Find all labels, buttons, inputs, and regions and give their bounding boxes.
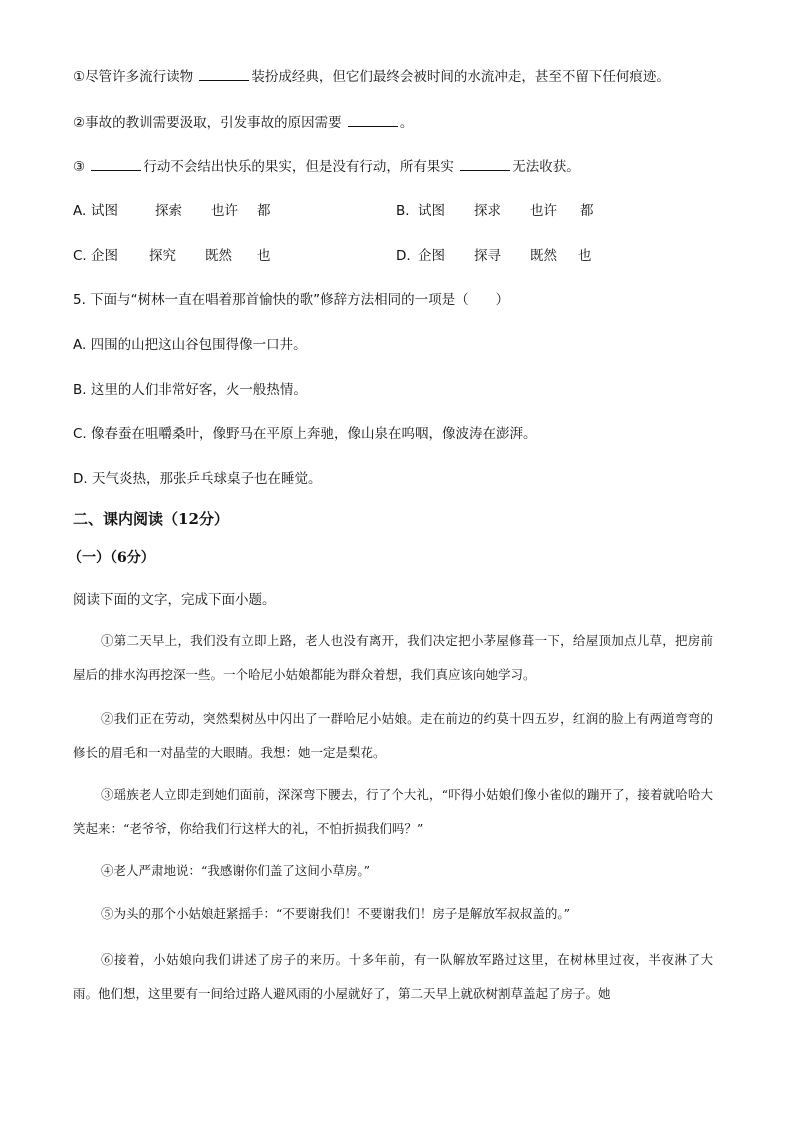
option-word-2: 探寻 [474, 248, 501, 264]
option-d[interactable] [396, 246, 592, 266]
answer-blank-2[interactable] [348, 112, 398, 127]
option-c[interactable] [73, 246, 271, 266]
option-letter: B. [396, 203, 410, 219]
passage-paragraph-3: ③瑶族老人立即走到她们面前，深深弯下腰去，行了个大礼，“吓得小姑娘们像小雀似的蹦开了，接着就哈哈大笑起来：“老爷爷，你给我们行这样大的礼，不怕折损我们吗？” [73, 787, 713, 836]
question-5-stem: 5. 下面与“树林一直在唱着那首愉快的歌”修辞方法相同的一项是（ ） [73, 292, 510, 308]
option-word-2: 探究 [149, 248, 176, 264]
sentence-1-part-a: ①尽管许多流行读物 [73, 69, 194, 85]
option-word-2: 探求 [474, 203, 501, 219]
option-word-3: 也许 [211, 203, 238, 219]
q5-option-c[interactable]: C. 像春蚕在咀嚼桑叶，像野马在平原上奔驰，像山泉在呜咽，像波涛在澎湃。 [73, 426, 537, 442]
blank-sentence-1 [73, 66, 670, 87]
passage-paragraph-2: ②我们正在劳动，突然梨树丛中闪出了一群哈尼小姑娘。走在前边的约莫十四五岁，红润的脸上有两道弯弯的修长的眉毛和一对晶莹的大眼睛。我想：她一定是梨花。 [73, 711, 713, 760]
passage-paragraph-6: ⑥接着，小姑娘向我们讲述了房子的来历。十多年前，有一队解放军路过这里，在树林里过夜，半夜淋了大雨。他们想，这里要有一间给过路人避风雨的小屋就好了，第二天早上就砍树割草盖起了房子。她 [73, 952, 713, 1001]
option-word-1: 试图 [91, 203, 118, 219]
subsection-heading: （一）（6分） [68, 550, 155, 566]
option-word-1: 企图 [91, 248, 118, 264]
answer-blank-3[interactable] [91, 156, 141, 171]
option-word-4: 也 [257, 248, 271, 264]
sentence-3-part-c: 无法收获。 [512, 159, 580, 175]
option-letter: C. [73, 248, 87, 264]
option-word-4: 也 [578, 248, 592, 264]
blank-sentence-3 [73, 156, 580, 177]
option-letter: A. [73, 203, 87, 219]
option-word-1: 试图 [418, 203, 445, 219]
q5-option-a[interactable]: A. 四围的山把这山谷包围得像一口井。 [73, 337, 307, 353]
sentence-2-part-b: 。 [399, 115, 414, 131]
sentence-3-part-b: 行动不会结出快乐的果实，但是没有行动，所有果实 [143, 159, 454, 175]
passage-paragraph-4: ④老人严肃地说：“我感谢你们盖了这间小草房。” [101, 863, 371, 878]
section-heading: 二、课内阅读（12分） [73, 510, 229, 528]
answer-blank-4[interactable] [460, 156, 510, 171]
q5-option-d[interactable]: D. 天气炎热，那张乒乓球桌子也在睡觉。 [73, 471, 322, 487]
q5-option-b[interactable]: B. 这里的人们非常好客，火一般热情。 [73, 382, 307, 398]
option-a[interactable] [73, 201, 271, 221]
option-word-1: 企图 [418, 248, 445, 264]
passage-paragraph-1: ①第二天早上，我们没有立即上路，老人也没有离开，我们决定把小茅屋修葺一下，给屋顶加点儿草，把房前屋后的排水沟再挖深一些。一个哈尼小姑娘都能为群众着想，我们真应该向她学习。 [73, 633, 713, 682]
sentence-1-part-b: 装扮成经典，但它们最终会被时间的水流冲走，甚至不留下任何痕迹。 [251, 69, 670, 85]
sentence-3-part-a: ③ [73, 159, 86, 175]
option-word-2: 探索 [155, 203, 182, 219]
sentence-2-part-a: ②事故的教训需要汲取，引发事故的原因需要 [73, 115, 342, 131]
answer-blank-1[interactable] [199, 66, 249, 81]
reading-instruction: 阅读下面的文字，完成下面小题。 [73, 592, 276, 608]
option-word-3: 既然 [530, 248, 557, 264]
option-letter: D. [396, 248, 411, 264]
blank-sentence-2 [73, 112, 413, 133]
option-word-4: 都 [257, 203, 271, 219]
option-word-3: 也许 [530, 203, 557, 219]
option-word-4: 都 [580, 203, 594, 219]
option-b[interactable] [396, 201, 594, 221]
option-word-3: 既然 [205, 248, 232, 264]
passage-paragraph-5: ⑤为头的那个小姑娘赶紧摇手：“不要谢我们！不要谢我们！房子是解放军叔叔盖的。” [101, 906, 571, 921]
